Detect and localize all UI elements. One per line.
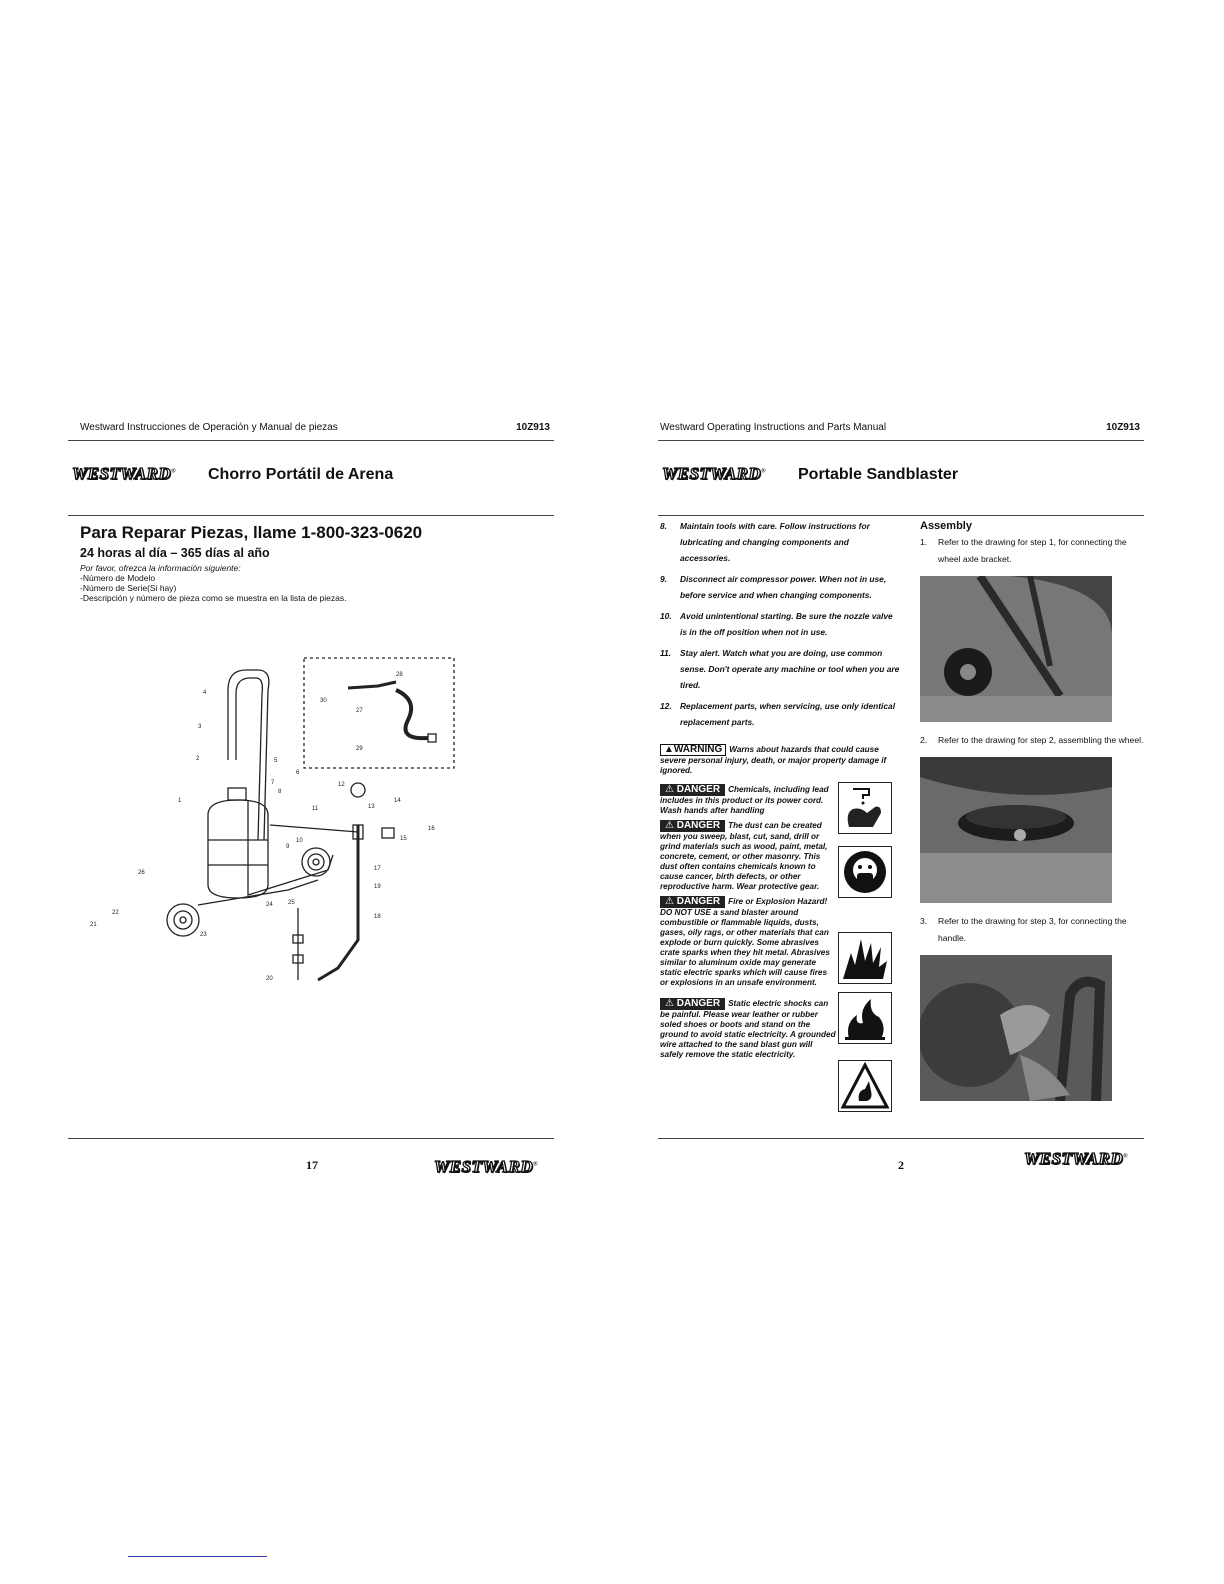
respirator-icon xyxy=(838,846,892,898)
westward-logo: WESTWARD® xyxy=(434,1157,539,1176)
part-label: 18 xyxy=(374,914,381,920)
westward-logo: WESTWARD® xyxy=(662,464,767,483)
assembly-section xyxy=(920,520,1144,1111)
info-line: -Número de Modelo xyxy=(80,573,156,583)
warning-badge: ▲WARNING xyxy=(660,744,726,756)
part-label: 14 xyxy=(394,798,401,804)
list-item: 11. Stay alert. Watch what you are doing, use common sense. Don't operate any machine or tool when you are tired. xyxy=(660,648,900,690)
part-label: 30 xyxy=(320,698,327,704)
wash-hands-icon xyxy=(838,782,892,834)
page-title: Chorro Portátil de Arena xyxy=(208,466,394,483)
handle-connection-photo xyxy=(920,955,1112,1101)
part-label: 1 xyxy=(178,798,182,804)
danger-badge: ⚠ DANGER xyxy=(660,820,725,832)
part-label: 27 xyxy=(356,708,363,714)
danger-callout: ⚠ DANGER Static electric shocks can be painful. Please wear leather or rubber soled shoes or boots and stand on the ground to avoid static electricity. A grounded wire attached to the sand blast gun will safely remove the static electricity. xyxy=(660,998,836,1059)
warning-callout: ▲WARNING Warns about hazards that could cause severe personal injury, death, or major property damage if ignored. xyxy=(660,744,887,775)
part-label: 13 xyxy=(368,804,375,810)
fire-icon xyxy=(838,992,892,1044)
page-number: 17 xyxy=(306,1158,318,1172)
static-shock-icon xyxy=(838,1060,892,1112)
footer-rule xyxy=(68,1138,554,1139)
westward-logo: WESTWARD® xyxy=(1024,1149,1129,1168)
list-item: 9. Disconnect air compressor power. When not in use, before service and when changing components. xyxy=(660,574,887,600)
assembly-heading: Assembly xyxy=(920,520,972,532)
assembly-step: 1. Refer to the drawing for step 1, for connecting the wheel axle bracket. xyxy=(920,537,1127,564)
list-item: 10. Avoid unintentional starting. Be sure the nozzle valve is in the off position when not in use. xyxy=(660,611,893,637)
wheel-assembly-photo xyxy=(920,757,1112,903)
header-title: Westward Operating Instructions and Parts Manual xyxy=(660,422,887,433)
part-label: 17 xyxy=(374,866,381,872)
part-label: 26 xyxy=(138,870,145,876)
header-rule xyxy=(658,440,1144,441)
model-code: 10Z913 xyxy=(1106,422,1140,433)
danger-badge: ⚠ DANGER xyxy=(660,998,725,1010)
part-label: 28 xyxy=(396,672,403,678)
part-label: 6 xyxy=(296,770,300,776)
header-title: Westward Instrucciones de Operación y Manual de piezas xyxy=(80,422,338,433)
part-label: 8 xyxy=(278,789,282,795)
part-label: 23 xyxy=(200,932,207,938)
title-rule xyxy=(68,515,554,516)
part-label: 21 xyxy=(90,922,97,928)
danger-callout: ⚠ DANGER Fire or Explosion Hazard! DO NOT USE a sand blaster around combustible or flammable liquids, dusts, gases, oily rags, or other materials that can explode or burn quickly. Some abrasives crate sparks when they hit metal. Abrasives similar to aluminum oxide may generate static electric sparks which will cause fires or explosions in an unsafe environment. xyxy=(660,896,830,987)
part-label: 29 xyxy=(356,746,363,752)
hours-subheading: 24 horas al día – 365 días al año xyxy=(80,546,270,560)
header-rule xyxy=(68,440,554,441)
part-label: 19 xyxy=(374,884,381,890)
danger-badge: ⚠ DANGER xyxy=(660,896,725,908)
page-header xyxy=(80,422,554,433)
part-label: 3 xyxy=(198,724,202,730)
page-header xyxy=(660,422,1144,433)
info-intro: Por favor, ofrezca la información siguiente: xyxy=(80,563,241,573)
part-label: 4 xyxy=(203,690,207,696)
part-label: 7 xyxy=(271,780,275,786)
info-line: -Número de Serie(Si hay) xyxy=(80,583,177,593)
assembly-step: 2. Refer to the drawing for step 2, assembling the wheel. xyxy=(920,735,1144,745)
part-label: 5 xyxy=(274,758,278,764)
page-number: 2 xyxy=(898,1158,904,1172)
part-label: 9 xyxy=(286,844,290,850)
part-label: 12 xyxy=(338,782,345,788)
spanish-manual-page xyxy=(68,410,554,1200)
explosion-icon xyxy=(838,932,892,984)
part-label: 10 xyxy=(296,838,303,844)
list-item: 8. Maintain tools with care. Follow instructions for lubricating and changing components and accessories. xyxy=(660,521,870,563)
wheel-axle-photo xyxy=(920,576,1112,722)
danger-badge: ⚠ DANGER xyxy=(660,784,725,796)
footnote-separator xyxy=(128,1556,267,1557)
english-manual-page xyxy=(658,410,1144,1200)
model-code: 10Z913 xyxy=(516,422,550,433)
footer-rule xyxy=(658,1138,1144,1139)
part-label: 11 xyxy=(312,806,319,812)
parts-exploded-diagram xyxy=(78,650,478,1000)
westward-logo: WESTWARD® xyxy=(72,464,177,483)
danger-callout: ⚠ DANGER The dust can be created when you sweep, blast, cut, sand, drill or grind materials such as wood, paint, metal, concrete, cement, or other masonry. This dust often contains chemicals known to cause cancer, birth defects, or other reproductive harm. Wear protective gear. xyxy=(660,820,828,891)
part-label: 15 xyxy=(400,836,407,842)
part-label: 16 xyxy=(428,826,435,832)
part-label: 2 xyxy=(196,756,200,762)
part-label: 24 xyxy=(266,902,273,908)
list-item: 12. Replacement parts, when servicing, use only identical replacement parts. xyxy=(660,701,896,727)
page-title: Portable Sandblaster xyxy=(798,466,959,483)
part-label: 22 xyxy=(112,910,119,916)
danger-callout: ⚠ DANGER Chemicals, including lead includes in this product or its power cord. Wash hands after handling xyxy=(660,784,829,815)
info-line: -Descripción y número de pieza como se muestra en la lista de piezas. xyxy=(80,593,347,603)
assembly-step: 3. Refer to the drawing for step 3, for connecting the handle. xyxy=(920,916,1127,943)
part-label: 25 xyxy=(288,900,295,906)
info-note xyxy=(80,563,346,603)
part-label: 20 xyxy=(266,976,273,982)
title-rule xyxy=(658,515,1144,516)
repair-heading: Para Reparar Piezas, llame 1-800-323-0620 xyxy=(80,523,423,542)
safety-list xyxy=(660,518,900,735)
